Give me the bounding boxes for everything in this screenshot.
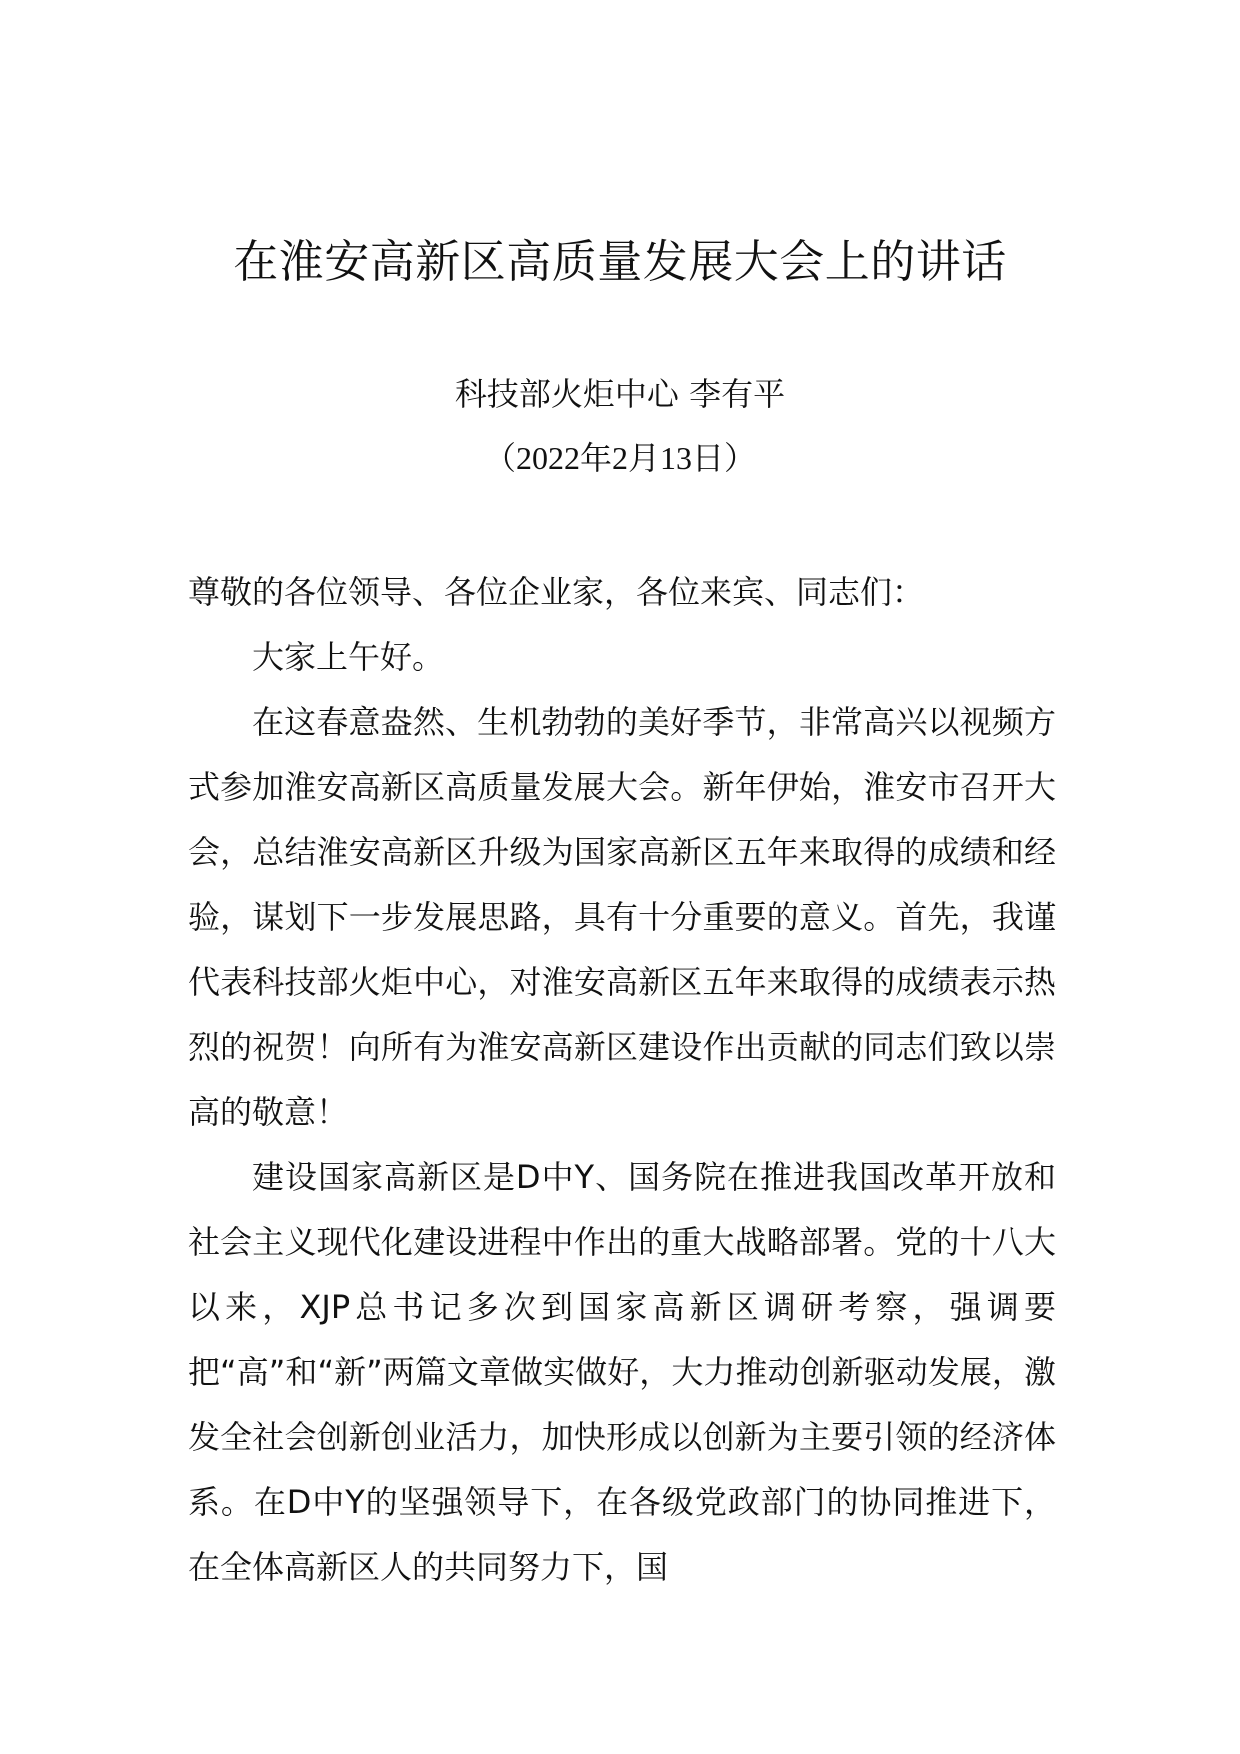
body-paragraph: 建设国家高新区是D中Y、国务院在推进我国改革开放和社会主义现代化建设进程中作出的重大战略部署。党的十八大以来，XJP总书记多次到国家高新区调研考察，强调要把“高”和“新”两篇文章做实做好，大力推动创新驱动发展，激发全社会创新创业活力，加快形成以创新为主要引领的经济体系。在D中Y的坚强领导下，在各级党政部门的协同推进下，在全体高新区人的共同努力下，国 [188, 1158, 1056, 1586]
document-body [188, 560, 1056, 1600]
document-title: 在淮安高新区高质量发展大会上的讲话 [233, 235, 1007, 288]
document-date: （2022年2月13日） [483, 440, 756, 476]
document-author: 科技部火炬中心 李有平 [454, 375, 786, 413]
body-paragraph: 在这春意盎然、生机勃勃的美好季节，非常高兴以视频方式参加淮安高新区高质量发展大会。新年伊始，淮安市召开大会，总结淮安高新区升级为国家高新区五年来取得的成绩和经验，谋划下一步发展思路，具有十分重要的意义。首先，我谨代表科技部火炬中心，对淮安高新区五年来取得的成绩表示热烈的祝贺！向所有为淮安高新区建设作出贡献的同志们致以崇高的敬意！ [188, 703, 1056, 1131]
salutation-paragraph: 尊敬的各位领导、各位企业家，各位来宾、同志们： [188, 573, 925, 611]
greeting-paragraph: 大家上午好。 [252, 638, 445, 676]
